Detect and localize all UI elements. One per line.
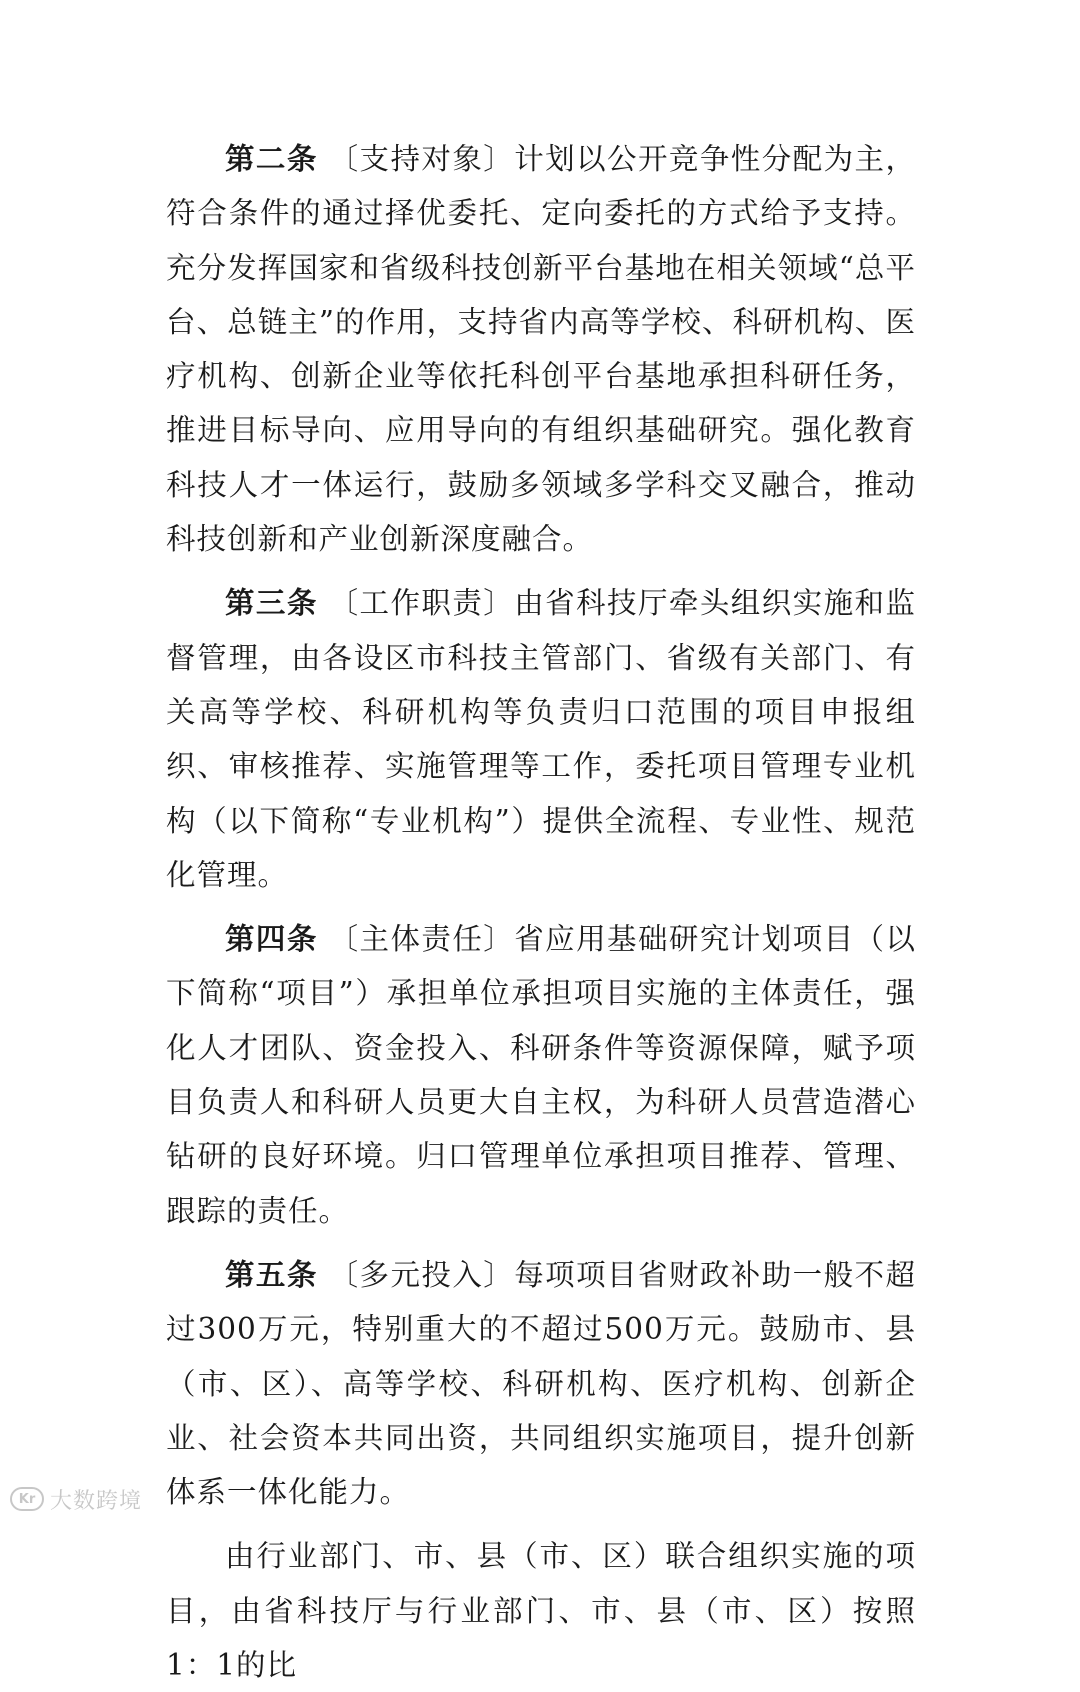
article-5-heading: 〔多元投入〕 [328, 1257, 515, 1292]
article-5 [166, 1248, 916, 1519]
article-3-number: 第三条 [225, 586, 318, 621]
article-2 [166, 132, 916, 566]
article-2-body: 计划以公开竞争性分配为主，符合条件的通过择优委托、定向委托的方式给予支持。充分发挥国家和省级科技创新平台基地在相关领域“总平台、总链主”的作用，支持省内高等学校、科研机构、医疗机构、创新企业等依托科创平台基地承担科研任务，推进目标导向、应用导向的有组织基础研究。强化教育科技人才一体运行，鼓励多领域多学科交叉融合，推动科技创新和产业创新深度融合。 [166, 142, 916, 557]
article-2-number: 第二条 [225, 142, 318, 176]
article-2-heading: 〔支持对象〕 [328, 142, 515, 176]
watermark-logo-icon: Kr [10, 1487, 44, 1511]
article-4-number: 第四条 [225, 922, 318, 957]
watermark [10, 1484, 142, 1514]
article-3-heading: 〔工作职责〕 [328, 586, 515, 621]
article-3 [166, 576, 916, 902]
article-5-body: 每项项目省财政补助一般不超过300万元，特别重大的不超过500万元。鼓励市、县（市、区）、高等学校、科研机构、医疗机构、创新企业、社会资本共同出资，共同组织实施项目，提升创新体系一体化能力。 [166, 1257, 916, 1510]
document-page [166, 132, 916, 1692]
watermark-text: 大数跨境 [50, 1488, 143, 1514]
article-4 [166, 912, 916, 1238]
article-3-body: 由省科技厅牵头组织实施和监督管理，由各设区市科技主管部门、省级有关部门、有关高等学校、科研机构等负责归口范围的项目申报组织、审核推荐、实施管理等工作，委托项目管理专业机构（以下简称“专业机构”）提供全流程、专业性、规范化管理。 [166, 586, 916, 892]
article-4-body: 省应用基础研究计划项目（以下简称“项目”）承担单位承担项目实施的主体责任，强化人才团队、资金投入、科研条件等资源保障，赋予项目负责人和科研人员更大自主权，为科研人员营造潜心钻研的良好环境。归口管理单位承担项目推荐、管理、跟踪的责任。 [166, 922, 916, 1228]
article-5-number: 第五条 [225, 1257, 318, 1292]
article-4-heading: 〔主体责任〕 [328, 922, 515, 957]
article-5-continuation: 由行业部门、市、县（市、区）联合组织实施的项目，由省科技厅与行业部门、市、县（市、区）按照1：1的比 [166, 1539, 916, 1683]
